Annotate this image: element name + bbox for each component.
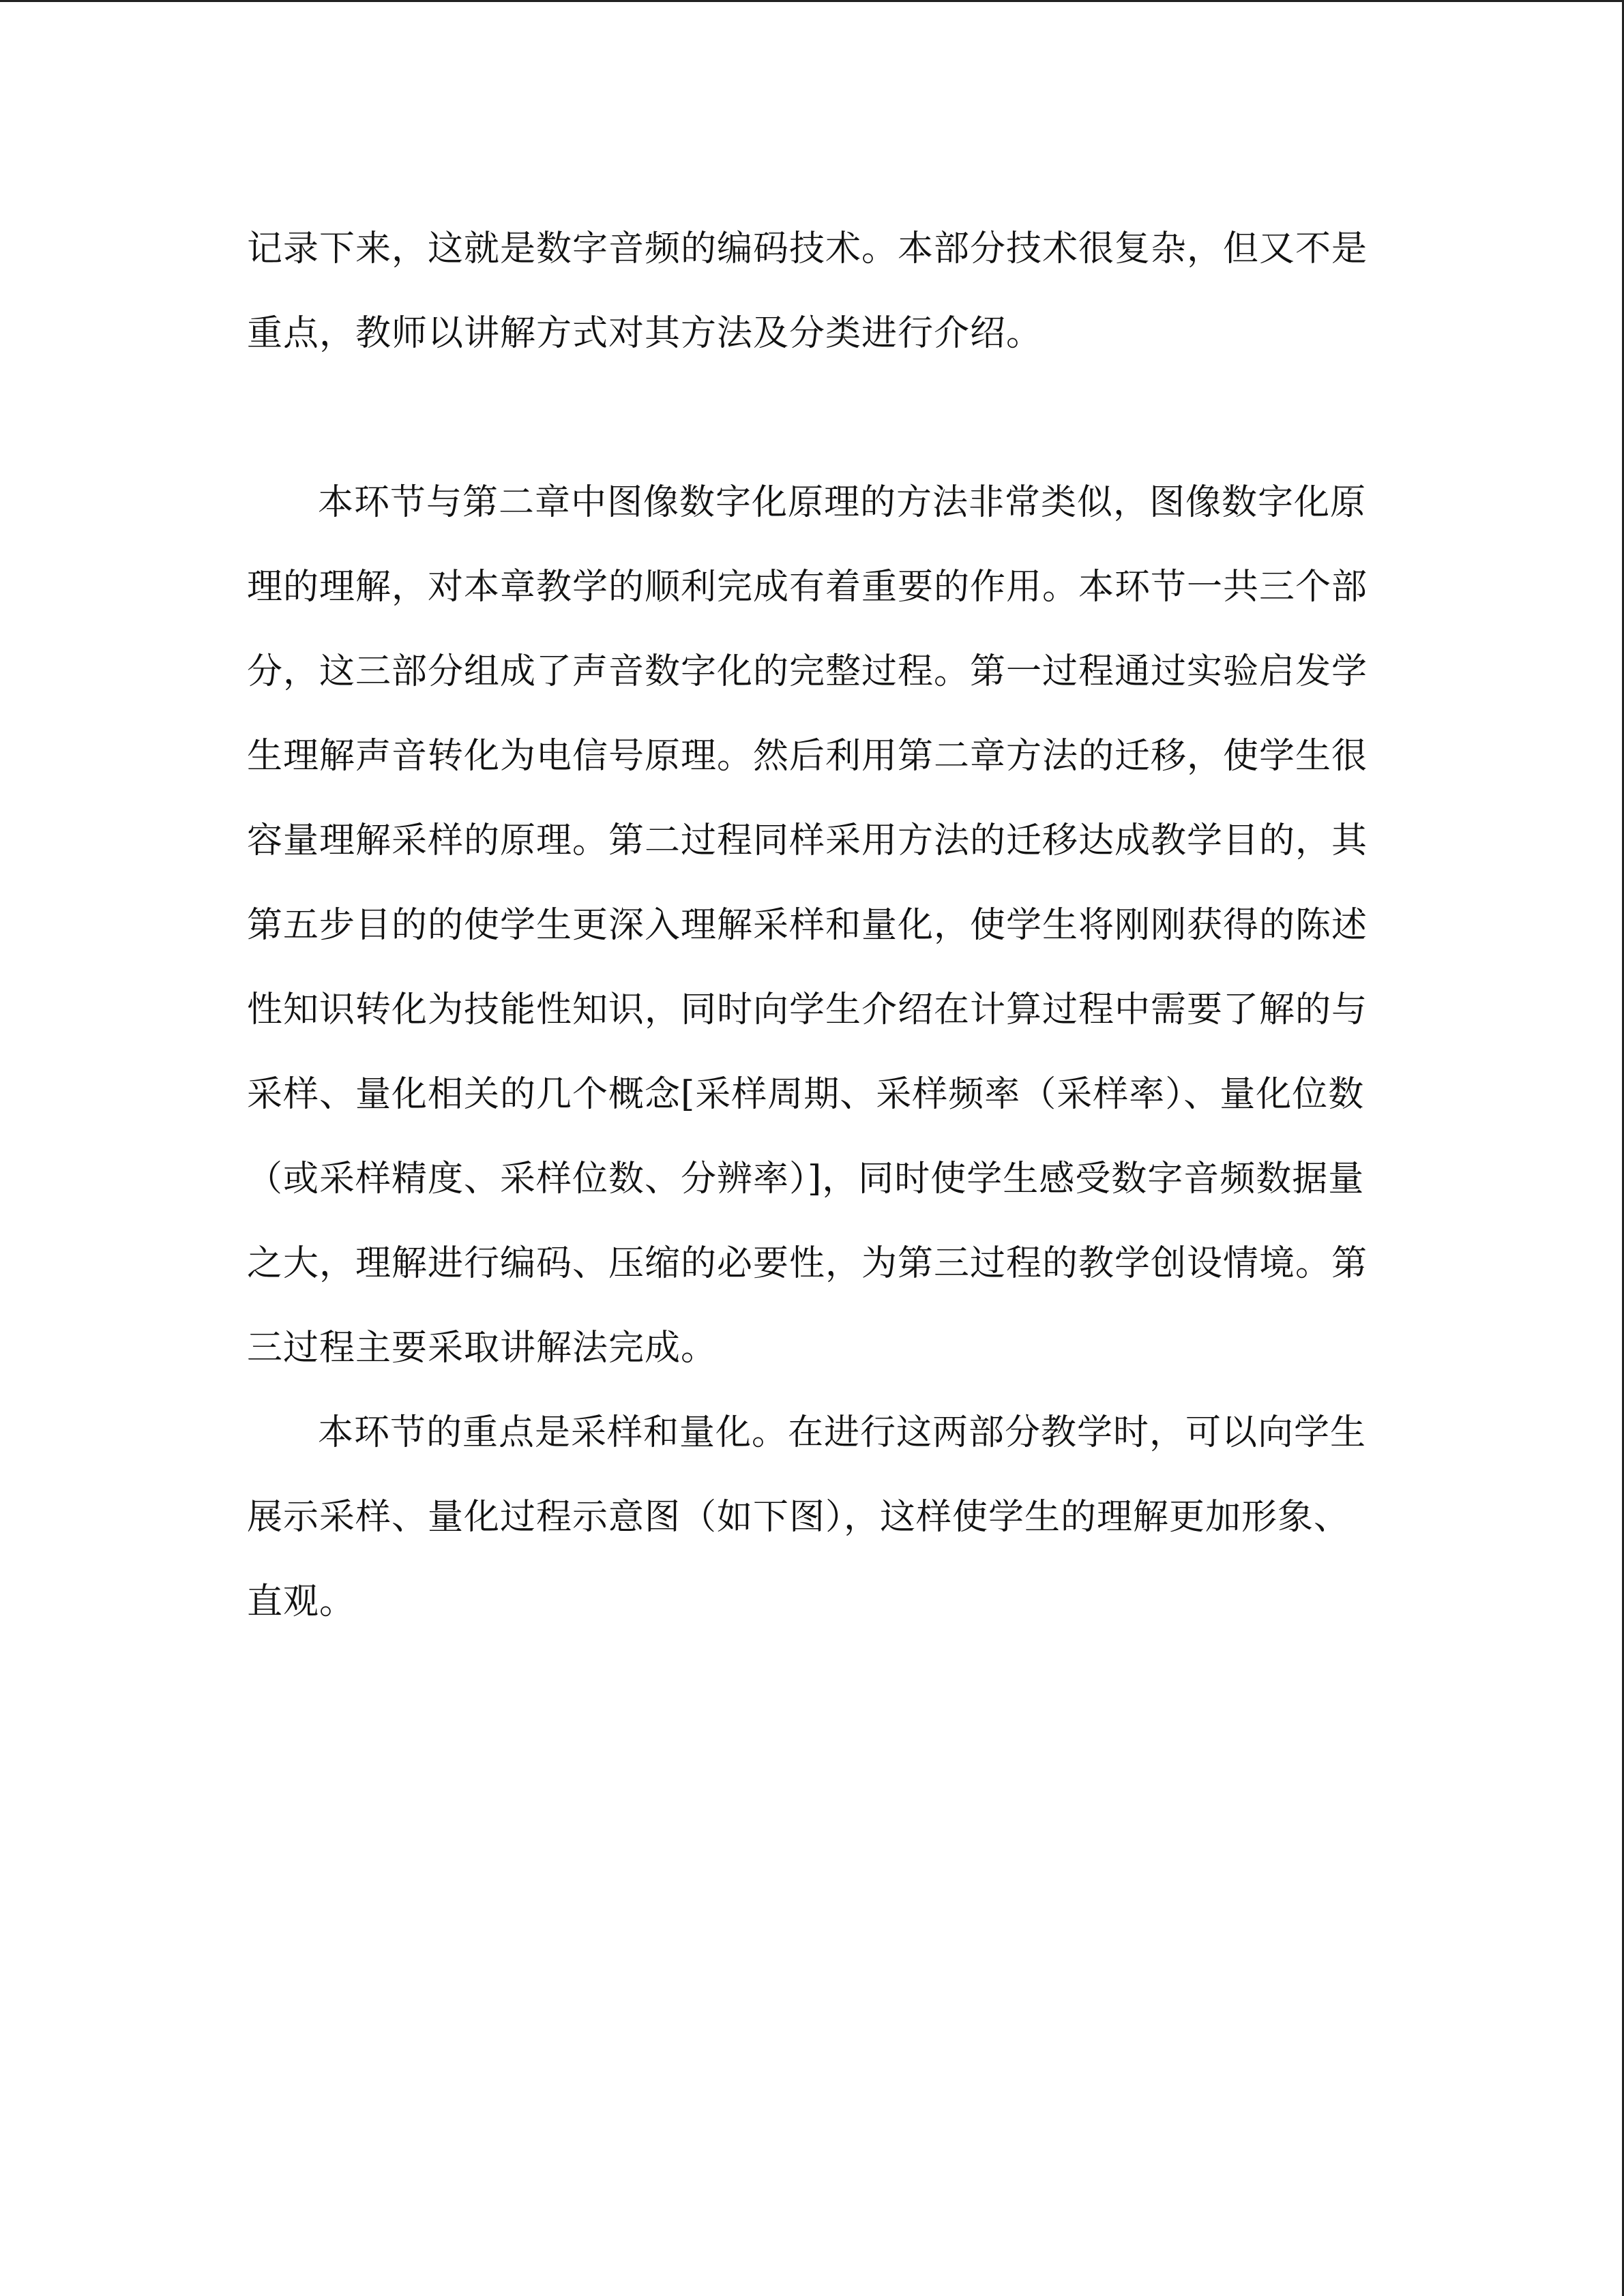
paragraph-encoding-intro: 记录下来，这就是数字音频的编码技术。本部分技术很复杂，但又不是重点，教师以讲解方式对其方法及分类进行介绍。 — [247, 228, 1368, 354]
paragraph-key-points: 本环节的重点是采样和量化。在进行这两部分教学时，可以向学生展示采样、量化过程示意图（如下图），这样使学生的理解更加形象、直观。 — [247, 1412, 1367, 1622]
paragraph-spacer — [247, 376, 1372, 460]
document-body — [247, 207, 1372, 1644]
paragraph-process-overview: 本环节与第二章中图像数字化原理的方法非常类似，图像数字化原理的理解，对本章教学的顺利完成有着重要的作用。本环节一共三个部分，这三部分组成了声音数字化的完整过程。第一过程通过实验启发学生理解声音转化为电信号原理。然后利用第二章方法的迁移，使学生很容量理解采样的原理。第二过程同样采用方法的迁移达成教学目的，其第五步目的的使学生更深入理解采样和量化，使学生将刚刚获得的陈述性知识转化为技能性知识，同时向学生介绍在计算过程中需要了解的与采样、量化相关的几个概念[采样周期、采样频率（采样率）、量化位数（或采样精度、采样位数、分辨率）]，同时使学生感受数字音频数据量之大，理解进行编码、压缩的必要性，为第三过程的教学创设情境。第三过程主要采取讲解法完成。 — [247, 482, 1368, 1369]
